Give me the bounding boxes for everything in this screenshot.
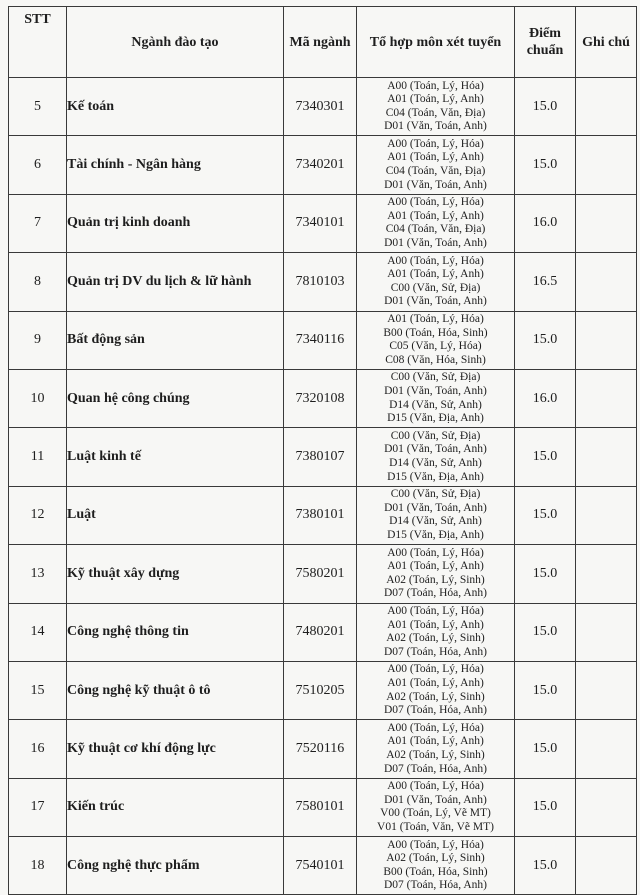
row-major-name: Kỹ thuật xây dựng	[67, 545, 284, 603]
subject-combo: A00 (Toán, Lý, Hóa)	[387, 79, 484, 92]
row-major-name: Bất động sản	[67, 311, 284, 369]
row-subject-combos	[357, 661, 515, 719]
subject-combo: D14 (Văn, Sử, Anh)	[389, 398, 482, 411]
row-note	[576, 778, 637, 836]
row-major-name: Công nghệ thực phẩm	[67, 837, 284, 895]
subject-combo: B00 (Toán, Hóa, Sinh)	[383, 865, 488, 878]
subject-combo: A01 (Toán, Lý, Anh)	[387, 677, 484, 689]
row-stt: 10	[9, 369, 67, 427]
row-major-code: 7510205	[284, 661, 357, 719]
table-row	[9, 603, 637, 661]
subject-combo: C04 (Toán, Văn, Địa)	[385, 223, 486, 236]
row-benchmark-score: 15.0	[515, 136, 576, 194]
row-subject-combos	[357, 253, 515, 311]
row-benchmark-score: 15.0	[515, 720, 576, 778]
row-stt: 8	[9, 253, 67, 311]
table-row	[9, 78, 637, 136]
subject-combo: D07 (Toán, Hóa, Anh)	[384, 879, 487, 892]
subject-combo: A02 (Toán, Lý, Sinh)	[386, 573, 485, 586]
row-major-name: Kỹ thuật cơ khí động lực	[67, 720, 284, 778]
row-note	[576, 720, 637, 778]
row-benchmark-score: 15.0	[515, 486, 576, 544]
subject-combo: D15 (Văn, Địa, Anh)	[387, 529, 484, 542]
subject-combo: A01 (Toán, Lý, Anh)	[387, 93, 484, 106]
row-subject-combos	[357, 194, 515, 252]
table-header-row	[9, 7, 637, 78]
subject-combo: A00 (Toán, Lý, Hóa)	[387, 605, 484, 618]
row-major-name: Quản trị DV du lịch & lữ hành	[67, 253, 284, 311]
admission-score-table	[8, 6, 637, 895]
subject-combo: A02 (Toán, Lý, Sinh)	[386, 748, 485, 761]
subject-combo: A02 (Toán, Lý, Sinh)	[386, 852, 485, 865]
row-stt: 13	[9, 545, 67, 603]
row-stt: 17	[9, 778, 67, 836]
subject-combo: D01 (Văn, Toán, Anh)	[384, 178, 487, 191]
subject-combo: C04 (Toán, Văn, Địa)	[385, 165, 486, 178]
row-stt: 7	[9, 194, 67, 252]
header-stt: STT	[9, 7, 67, 78]
subject-combo: D07 (Toán, Hóa, Anh)	[384, 704, 487, 717]
row-note	[576, 837, 637, 895]
row-stt: 14	[9, 603, 67, 661]
row-major-code: 7520116	[284, 720, 357, 778]
subject-combo: A00 (Toán, Lý, Hóa)	[387, 721, 484, 734]
row-note	[576, 194, 637, 252]
row-major-code: 7340116	[284, 311, 357, 369]
row-note	[576, 253, 637, 311]
row-major-code: 7580201	[284, 545, 357, 603]
row-benchmark-score: 15.0	[515, 428, 576, 486]
row-note	[576, 428, 637, 486]
row-stt: 9	[9, 311, 67, 369]
row-note	[576, 545, 637, 603]
subject-combo: D15 (Văn, Địa, Anh)	[387, 412, 484, 425]
row-major-code: 7340201	[284, 136, 357, 194]
row-subject-combos	[357, 136, 515, 194]
subject-combo: A00 (Toán, Lý, Hóa)	[387, 254, 484, 267]
table-row	[9, 837, 637, 895]
row-major-code: 7320108	[284, 369, 357, 427]
subject-combo: D01 (Văn, Toán, Anh)	[384, 793, 487, 806]
subject-combo: V00 (Toán, Lý, Vẽ MT)	[380, 807, 491, 820]
table-row	[9, 136, 637, 194]
row-benchmark-score: 15.0	[515, 837, 576, 895]
header-note: Ghi chú	[576, 7, 637, 78]
row-benchmark-score: 15.0	[515, 545, 576, 603]
subject-combo: D01 (Văn, Toán, Anh)	[384, 120, 487, 133]
row-benchmark-score: 15.0	[515, 661, 576, 719]
row-subject-combos	[357, 78, 515, 136]
row-benchmark-score: 15.0	[515, 78, 576, 136]
row-subject-combos	[357, 545, 515, 603]
subject-combo: A02 (Toán, Lý, Sinh)	[386, 690, 485, 703]
row-note	[576, 78, 637, 136]
row-benchmark-score: 15.0	[515, 778, 576, 836]
row-benchmark-score: 16.5	[515, 253, 576, 311]
subject-combo: A01 (Toán, Lý, Anh)	[387, 618, 484, 631]
row-stt: 18	[9, 837, 67, 895]
subject-combo: D07 (Toán, Hóa, Anh)	[384, 587, 487, 600]
row-subject-combos	[357, 837, 515, 895]
row-benchmark-score: 15.0	[515, 603, 576, 661]
subject-combo: D07 (Toán, Hóa, Anh)	[384, 645, 487, 658]
row-note	[576, 136, 637, 194]
table-row	[9, 253, 637, 311]
row-major-code: 7380101	[284, 486, 357, 544]
table-row	[9, 545, 637, 603]
subject-combo: C04 (Toán, Văn, Địa)	[385, 106, 486, 119]
row-subject-combos	[357, 720, 515, 778]
row-subject-combos	[357, 778, 515, 836]
subject-combo: A01 (Toán, Lý, Hóa)	[387, 313, 484, 326]
subject-combo: A01 (Toán, Lý, Anh)	[387, 151, 484, 164]
table-row	[9, 428, 637, 486]
row-note	[576, 486, 637, 544]
table-row	[9, 720, 637, 778]
row-subject-combos	[357, 369, 515, 427]
row-major-code: 7580101	[284, 778, 357, 836]
subject-combo: A00 (Toán, Lý, Hóa)	[387, 196, 484, 209]
row-major-code: 7810103	[284, 253, 357, 311]
row-major-name: Luật kinh tế	[67, 428, 284, 486]
subject-combo: C05 (Văn, Lý, Hóa)	[389, 340, 482, 353]
table-row	[9, 778, 637, 836]
row-subject-combos	[357, 603, 515, 661]
subject-combo: C08 (Văn, Hóa, Sinh)	[385, 353, 486, 366]
row-note	[576, 603, 637, 661]
row-subject-combos	[357, 486, 515, 544]
row-major-name: Công nghệ kỹ thuật ô tô	[67, 661, 284, 719]
subject-combo: A01 (Toán, Lý, Anh)	[387, 560, 484, 573]
row-stt: 11	[9, 428, 67, 486]
subject-combo: D01 (Văn, Toán, Anh)	[384, 443, 487, 456]
subject-combo: V01 (Toán, Văn, Vẽ MT)	[377, 820, 494, 833]
row-major-name: Luật	[67, 486, 284, 544]
row-benchmark-score: 16.0	[515, 369, 576, 427]
table-row	[9, 369, 637, 427]
row-major-name: Quản trị kinh doanh	[67, 194, 284, 252]
row-stt: 12	[9, 486, 67, 544]
table-row	[9, 311, 637, 369]
subject-combo: C00 (Văn, Sử, Địa)	[390, 371, 481, 384]
table-body	[9, 78, 637, 895]
header-major: Ngành đào tạo	[67, 7, 284, 78]
row-stt: 5	[9, 78, 67, 136]
table-row	[9, 661, 637, 719]
row-stt: 16	[9, 720, 67, 778]
subject-combo: C00 (Văn, Sử, Địa)	[390, 488, 481, 501]
subject-combo: D01 (Văn, Toán, Anh)	[384, 295, 487, 308]
row-note	[576, 311, 637, 369]
row-major-code: 7380107	[284, 428, 357, 486]
subject-combo: C00 (Văn, Sử, Địa)	[390, 281, 481, 294]
table-row	[9, 486, 637, 544]
row-subject-combos	[357, 428, 515, 486]
subject-combo: A00 (Toán, Lý, Hóa)	[387, 780, 484, 793]
row-major-name: Tài chính - Ngân hàng	[67, 136, 284, 194]
subject-combo: D14 (Văn, Sử, Anh)	[389, 515, 482, 528]
row-major-name: Công nghệ thông tin	[67, 603, 284, 661]
row-major-name: Kiến trúc	[67, 778, 284, 836]
row-subject-combos	[357, 311, 515, 369]
table-row	[9, 194, 637, 252]
subject-combo: D01 (Văn, Toán, Anh)	[384, 237, 487, 250]
header-score: Điểm chuẩn	[515, 7, 576, 78]
row-major-code: 7340301	[284, 78, 357, 136]
subject-combo: B00 (Toán, Hóa, Sinh)	[383, 326, 488, 339]
row-stt: 6	[9, 136, 67, 194]
subject-combo: A02 (Toán, Lý, Sinh)	[386, 632, 485, 645]
row-major-name: Quan hệ công chúng	[67, 369, 284, 427]
row-benchmark-score: 16.0	[515, 194, 576, 252]
row-benchmark-score: 15.0	[515, 311, 576, 369]
header-combos: Tổ hợp môn xét tuyển	[357, 7, 515, 78]
subject-combo: C00 (Văn, Sử, Địa)	[390, 429, 481, 442]
row-stt: 15	[9, 661, 67, 719]
header-code: Mã ngành	[284, 7, 357, 78]
subject-combo: D14 (Văn, Sử, Anh)	[389, 457, 482, 470]
row-major-code: 7480201	[284, 603, 357, 661]
row-major-name: Kế toán	[67, 78, 284, 136]
row-major-code: 7540101	[284, 837, 357, 895]
subject-combo: A01 (Toán, Lý, Anh)	[387, 209, 484, 222]
subject-combo: A00 (Toán, Lý, Hóa)	[387, 137, 484, 150]
row-note	[576, 661, 637, 719]
subject-combo: D01 (Văn, Toán, Anh)	[384, 501, 487, 514]
subject-combo: A00 (Toán, Lý, Hóa)	[387, 546, 484, 559]
subject-combo: D07 (Toán, Hóa, Anh)	[384, 762, 487, 775]
subject-combo: A00 (Toán, Lý, Hóa)	[387, 838, 484, 851]
row-major-code: 7340101	[284, 194, 357, 252]
subject-combo: D01 (Văn, Toán, Anh)	[384, 385, 487, 398]
subject-combo: A01 (Toán, Lý, Anh)	[387, 268, 484, 281]
subject-combo: A01 (Toán, Lý, Anh)	[387, 735, 484, 748]
subject-combo: A00 (Toán, Lý, Hóa)	[387, 663, 484, 676]
row-note	[576, 369, 637, 427]
subject-combo: D15 (Văn, Địa, Anh)	[387, 470, 484, 483]
